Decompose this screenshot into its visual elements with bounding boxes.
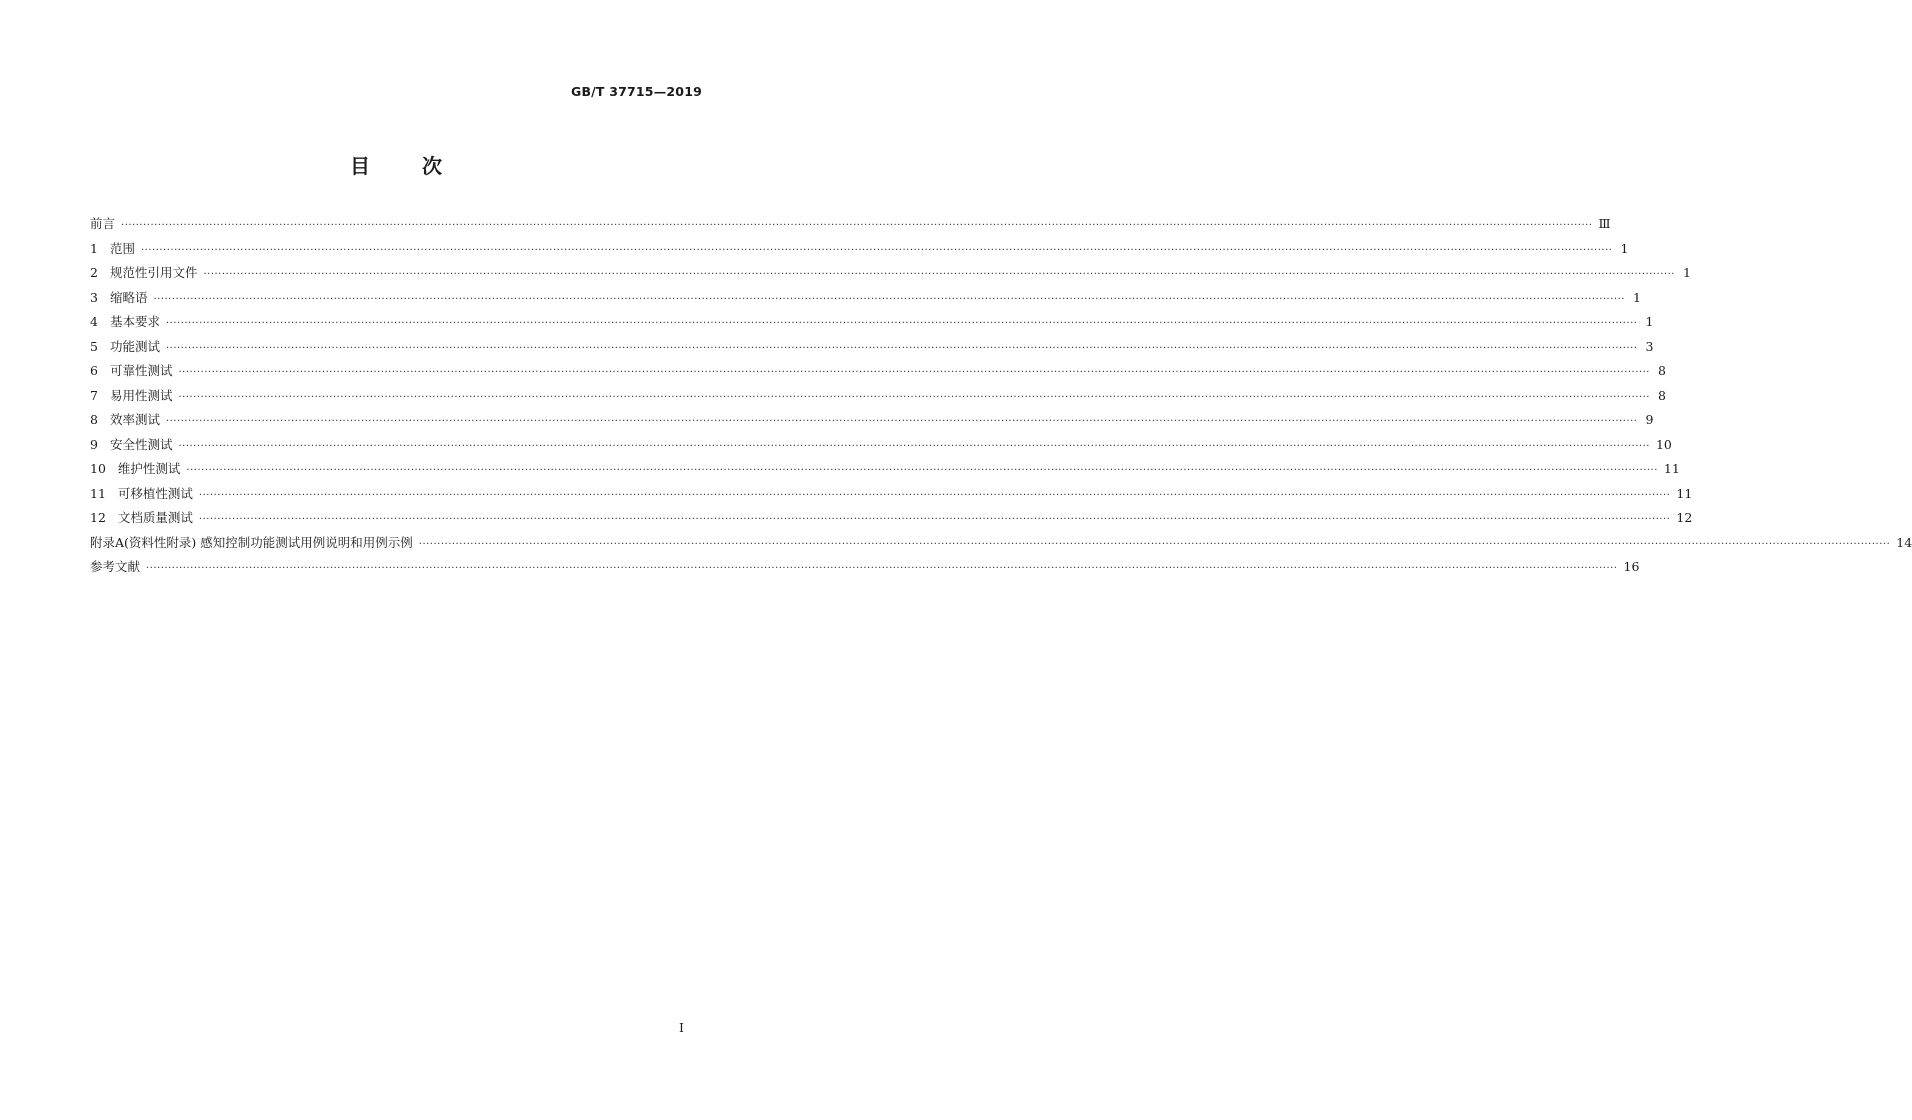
toc-entry-12[interactable] <box>90 508 1693 533</box>
leader-dots: ················································································································································································································································································································································································································ <box>198 489 1671 501</box>
toc-entry-3[interactable] <box>90 288 1641 313</box>
leader-dots: ················································································································································································································································································································································································································ <box>203 269 1675 280</box>
toc-entry-label: 维护性测试 <box>117 461 181 476</box>
toc-entry-2[interactable] <box>90 263 1691 288</box>
toc-entry-number: 12 <box>90 510 106 525</box>
leader-dots: ················································································································································································································································································································································································································ <box>165 342 1638 354</box>
table-of-contents <box>90 214 1912 582</box>
toc-entry-page: 1 <box>1620 240 1629 256</box>
toc-entry-label: 附录A(资料性附录) 感知控制功能测试用例说明和用例示例 <box>90 534 413 550</box>
leader-dots: ················································································································································································································································································································································································································ <box>178 440 1650 452</box>
toc-entry-label: 安全性测试 <box>109 436 173 452</box>
toc-entry-page: 11 <box>1663 461 1680 476</box>
toc-entry-number: 9 <box>90 436 98 452</box>
toc-entry-page: 8 <box>1658 363 1666 378</box>
toc-entry-label: 参考文献 <box>90 559 141 574</box>
toc-entry-1[interactable] <box>90 239 1629 264</box>
toc-entry-label: 基本要求 <box>109 314 160 329</box>
leader-dots: ················································································································································································································································································································································································································ <box>178 391 1650 403</box>
toc-entry-label: 前言 <box>90 216 116 231</box>
toc-entry-6[interactable] <box>90 361 1666 386</box>
toc-entry-label: 规范性引用文件 <box>109 265 198 280</box>
toc-entry-label: 功能测试 <box>109 338 160 354</box>
leader-dots: ················································································································································································································································································································································································································ <box>165 416 1638 427</box>
leader-dots: ················································································································································································································································································································································································································ <box>198 514 1671 525</box>
toc-entry-number: 5 <box>90 338 98 354</box>
leader-dots: ················································································································································································································································································································································································································ <box>140 244 1613 256</box>
toc-entry-page: 9 <box>1645 412 1654 427</box>
leader-dots: ················································································································································································································································································································································································································ <box>178 367 1650 378</box>
toc-entry-10[interactable] <box>90 459 1680 484</box>
toc-entry-label: 效率测试 <box>109 412 160 427</box>
toc-entry-page: 14 <box>1896 534 1912 550</box>
toc-entry-number: 11 <box>90 485 106 501</box>
toc-entry-page: Ⅲ <box>1598 216 1611 231</box>
toc-entry-page: 12 <box>1676 510 1693 525</box>
leader-dots: ················································································································································································································································································································································································································ <box>146 563 1618 574</box>
toc-entry-number: 4 <box>90 314 98 329</box>
leader-dots: ················································································································································································································································································································································································································ <box>121 220 1593 231</box>
toc-entry-label: 可移植性测试 <box>117 485 193 501</box>
toc-entry-number: 7 <box>90 387 98 403</box>
standard-code: GB/T 37715—2019 <box>570 84 702 99</box>
toc-entry-number: 6 <box>90 363 98 378</box>
leader-dots: ················································································································································································································································································································································································································ <box>186 465 1658 476</box>
toc-entry-11[interactable] <box>90 484 1693 509</box>
toc-entry-8[interactable] <box>90 410 1654 435</box>
toc-entry-appendix-a[interactable] <box>90 533 1912 558</box>
toc-entry-number: 2 <box>90 265 98 280</box>
leader-dots: ················································································································································································································································································································································································································ <box>165 318 1638 329</box>
toc-entry-page: 1 <box>1683 265 1691 280</box>
page-title: 目次 <box>350 154 494 178</box>
toc-entry-number: 1 <box>90 240 98 256</box>
toc-entry-label: 文档质量测试 <box>117 510 193 525</box>
toc-entry-number: 3 <box>90 289 98 305</box>
toc-entry-page: 8 <box>1658 387 1666 403</box>
toc-entry-foreword[interactable] <box>90 214 1611 239</box>
toc-entry-page: 3 <box>1645 338 1654 354</box>
toc-entry-page: 16 <box>1623 559 1640 574</box>
toc-entry-page: 10 <box>1655 436 1672 452</box>
toc-entry-label: 缩略语 <box>109 289 148 305</box>
leader-dots: ················································································································································································································································································································································································································ <box>418 538 1891 550</box>
toc-entry-label: 范围 <box>109 240 135 256</box>
toc-entry-page: 11 <box>1676 485 1693 501</box>
toc-entry-4[interactable] <box>90 312 1654 337</box>
toc-entry-number: 8 <box>90 412 98 427</box>
toc-entry-number: 10 <box>90 461 106 476</box>
toc-entry-9[interactable] <box>90 435 1672 460</box>
toc-entry-page: 1 <box>1645 314 1654 329</box>
page-number: Ⅰ <box>679 1020 684 1035</box>
toc-entry-7[interactable] <box>90 386 1666 411</box>
toc-entry-5[interactable] <box>90 337 1654 362</box>
leader-dots: ················································································································································································································································································································································································································ <box>153 293 1625 305</box>
toc-entry-bibliography[interactable] <box>90 557 1640 582</box>
toc-entry-label: 可靠性测试 <box>109 363 173 378</box>
toc-entry-page: 1 <box>1633 289 1641 305</box>
toc-entry-label: 易用性测试 <box>109 387 173 403</box>
